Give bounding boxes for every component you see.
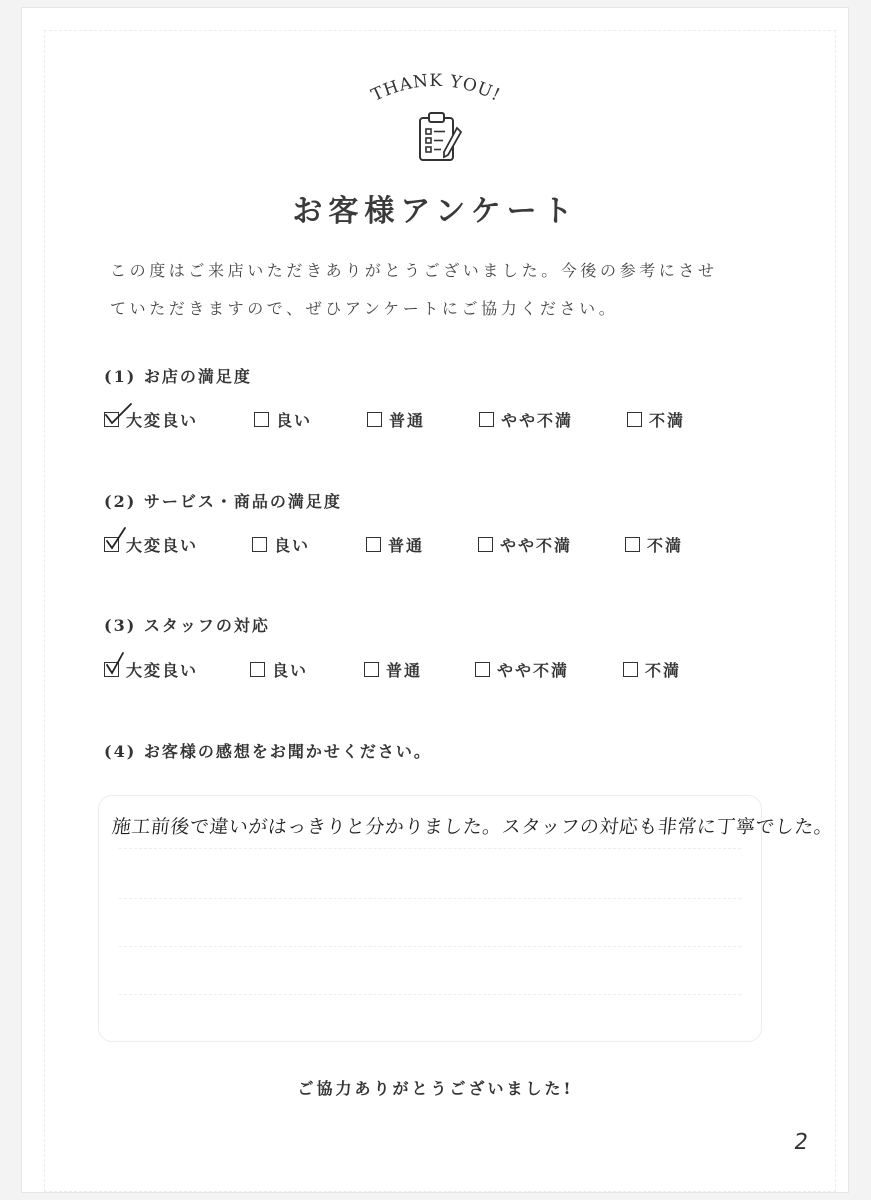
- clipboard-checklist-icon: [417, 110, 463, 164]
- intro-line-2: ていただきますので、ぜひアンケートにご協力ください。: [110, 299, 619, 318]
- option-label: 不満: [645, 661, 682, 680]
- q2-option-good[interactable]: [252, 533, 310, 556]
- q3-option-normal[interactable]: [364, 658, 422, 681]
- page-number: 2: [792, 1130, 810, 1155]
- question-2-label: (2) サービス・商品の満足度: [104, 492, 342, 511]
- checkbox[interactable]: [104, 412, 119, 427]
- checkbox[interactable]: [475, 662, 490, 677]
- q3-option-good[interactable]: [250, 658, 308, 681]
- q2-option-normal[interactable]: [366, 533, 424, 556]
- option-label: やや不満: [501, 411, 574, 430]
- checkbox[interactable]: [478, 537, 493, 552]
- guide-line: [119, 994, 741, 995]
- q1-option-dissatisfied[interactable]: [627, 408, 685, 431]
- checkbox[interactable]: [625, 537, 640, 552]
- option-label: 大変良い: [126, 661, 199, 680]
- q2-option-dissatisfied[interactable]: [625, 533, 683, 556]
- check-mark-icon: [103, 401, 135, 429]
- option-label: 良い: [274, 536, 311, 555]
- checkbox[interactable]: [627, 412, 642, 427]
- q3-option-dissatisfied[interactable]: [623, 658, 681, 681]
- q3-option-slightly-dissatisfied[interactable]: [475, 658, 569, 681]
- checkbox[interactable]: [479, 412, 494, 427]
- q1-option-very-good[interactable]: [104, 408, 198, 431]
- guide-line: [119, 898, 741, 899]
- check-mark-icon: [103, 526, 135, 554]
- option-label: 普通: [389, 411, 426, 430]
- q2-option-slightly-dissatisfied[interactable]: [478, 533, 572, 556]
- q3-option-very-good[interactable]: [104, 658, 198, 681]
- option-label: 普通: [386, 661, 423, 680]
- question-1-label: (1) お店の満足度: [104, 367, 252, 386]
- option-label: 普通: [388, 536, 425, 555]
- check-mark-icon: [103, 651, 135, 679]
- option-label: 大変良い: [126, 536, 199, 555]
- closing-message: ご協力ありがとうございました!: [297, 1079, 574, 1098]
- intro-text: [110, 252, 770, 328]
- checkbox[interactable]: [364, 662, 379, 677]
- checkbox[interactable]: [366, 537, 381, 552]
- comment-answer: 施工前後で違いがはっきりと分かりました。スタッフの対応も非常に丁寧でした。: [110, 816, 835, 838]
- checkbox[interactable]: [104, 662, 119, 677]
- checkbox[interactable]: [252, 537, 267, 552]
- question-2-options: [104, 533, 744, 563]
- q1-option-normal[interactable]: [367, 408, 425, 431]
- question-1-options: [104, 408, 744, 438]
- guide-line: [119, 848, 741, 849]
- checkbox[interactable]: [367, 412, 382, 427]
- option-label: 良い: [272, 661, 309, 680]
- svg-text:THANK YOU!: [368, 71, 503, 106]
- question-3-label: (3) スタッフの対応: [104, 616, 270, 635]
- intro-line-1: この度はご来店いただきありがとうございました。今後の参考にさせ: [110, 261, 718, 280]
- question-3-options: [104, 658, 744, 688]
- q1-option-slightly-dissatisfied[interactable]: [479, 408, 573, 431]
- question-4-label: (4) お客様の感想をお聞かせください。: [104, 742, 432, 761]
- option-label: 良い: [276, 411, 313, 430]
- guide-line: [119, 946, 741, 947]
- thank-you-heading: [0, 62, 871, 112]
- q1-option-good[interactable]: [254, 408, 312, 431]
- checkbox[interactable]: [250, 662, 265, 677]
- thank-you-text: THANK YOU!: [367, 70, 504, 106]
- checkbox[interactable]: [254, 412, 269, 427]
- option-label: 大変良い: [126, 411, 199, 430]
- option-label: 不満: [647, 536, 684, 555]
- q2-option-very-good[interactable]: [104, 533, 198, 556]
- survey-title: お客様アンケート: [292, 194, 579, 229]
- option-label: 不満: [649, 411, 686, 430]
- checkbox[interactable]: [104, 537, 119, 552]
- option-label: やや不満: [497, 661, 570, 680]
- option-label: やや不満: [500, 536, 573, 555]
- checkbox[interactable]: [623, 662, 638, 677]
